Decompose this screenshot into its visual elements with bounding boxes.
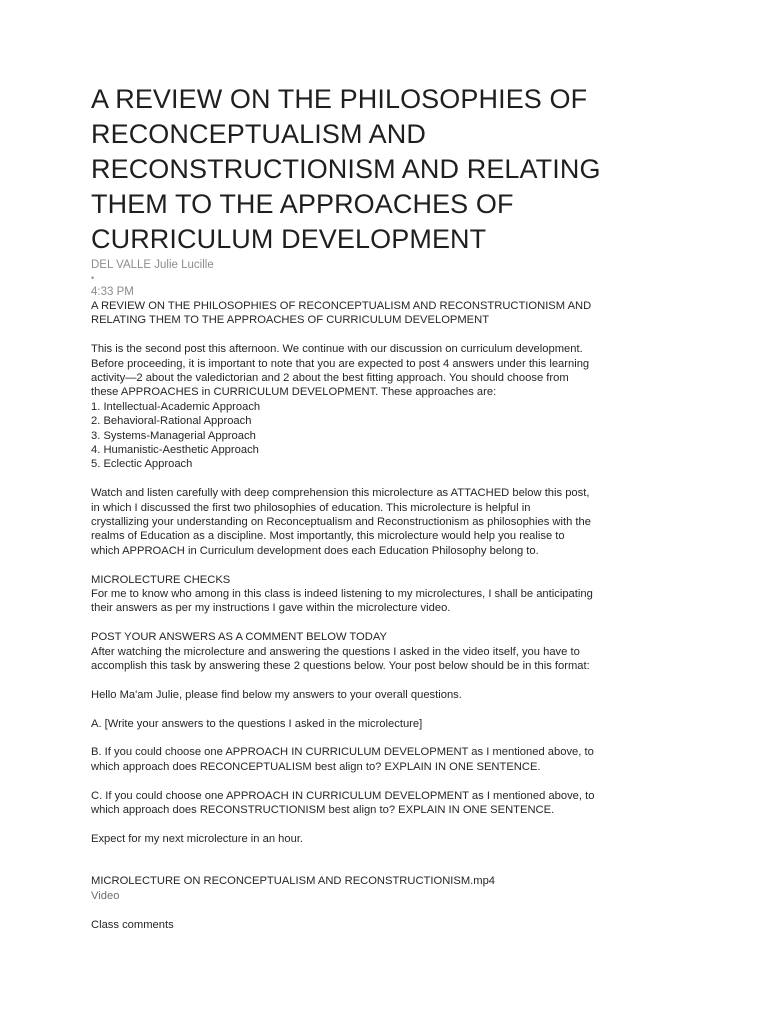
approach-item: 3. Systems-Managerial Approach [91,429,256,442]
checks-line: their answers as per my instructions I gave within the microlecture video. [91,602,451,615]
closing-line: Expect for my next microlecture in an hour. [91,832,304,845]
item-b-line: B. If you could choose one APPROACH IN CURRICULUM DEVELOPMENT as I mentioned above, to [91,746,594,759]
item-a: A. [Write your answers to the questions I asked in the microlecture] [91,717,423,730]
approach-item: 2. Behavioral-Rational Approach [91,415,252,428]
post-title-line: A REVIEW ON THE PHILOSOPHIES OF [91,84,588,114]
post-title-line: THEM TO THE APPROACHES OF [91,189,514,219]
checks-heading: MICROLECTURE CHECKS [91,573,231,586]
watch-line: crystallizing your understanding on Reconceptualism and Reconstructionism as philosophies with the [91,516,591,529]
post-body [91,299,708,932]
checks-line: For me to know who among in this class is indeed listening to my microlectures, I shall be anticipating [91,588,593,601]
post-answers-heading: POST YOUR ANSWERS AS A COMMENT BELOW TODAY [91,631,387,644]
post-answers-line: accomplish this task by answering these 2 questions below. Your post below should be in this format: [91,660,590,673]
intro-line: This is the second post this afternoon. We continue with our discussion on curriculum development. [91,343,583,356]
intro-line: activity—2 about the valedictorian and 2 about the best fitting approach. You should choose from [91,372,569,385]
class-comments-label[interactable]: Class comments [91,918,174,931]
post-answers-line: After watching the microlecture and answering the questions I asked in the video itself, you have to [91,645,580,658]
body-subtitle-line: A REVIEW ON THE PHILOSOPHIES OF RECONCEPTUALISM AND RECONSTRUCTIONISM AND [91,300,592,312]
post-title [91,82,708,257]
intro-line: these APPROACHES in CURRICULUM DEVELOPMENT. These approaches are: [91,386,497,399]
meta-separator: • [91,273,95,283]
video-attachment[interactable] [91,874,708,903]
approach-item: 5. Eclectic Approach [91,458,193,471]
attachment-type-label: Video [91,889,120,902]
watch-line: Watch and listen carefully with deep comprehension this microlecture as ATTACHED below this post, [91,487,590,500]
post-title-line: CURRICULUM DEVELOPMENT [91,224,487,254]
greeting-line: Hello Ma'am Julie, please find below my answers to your overall questions. [91,688,462,701]
post-author[interactable]: DEL VALLE Julie Lucille [91,259,214,271]
post-time: 4:33 PM [91,286,134,298]
post-title-line: RECONSTRUCTIONISM AND RELATING [91,154,601,184]
post-title-line: RECONCEPTUALISM AND [91,119,426,149]
item-b-line: which approach does RECONCEPTUALISM best align to? EXPLAIN IN ONE SENTENCE. [91,760,541,773]
attachment-file-name[interactable]: MICROLECTURE ON RECONCEPTUALISM AND RECONSTRUCTIONISM.mp4 [91,875,496,888]
watch-line: in which I discussed the first two philosophies of education. This microlecture is helpful in [91,501,531,514]
watch-line: which APPROACH in Curriculum development does each Education Philosophy belong to. [91,544,539,557]
approach-item: 4. Humanistic-Aesthetic Approach [91,444,259,457]
item-c-line: C. If you could choose one APPROACH IN CURRICULUM DEVELOPMENT as I mentioned above, to [91,789,595,802]
body-subtitle-line: RELATING THEM TO THE APPROACHES OF CURRICULUM DEVELOPMENT [91,314,490,327]
intro-line: Before proceeding, it is important to note that you are expected to post 4 answers under this learning [91,357,590,370]
approach-item: 1. Intellectual-Academic Approach [91,400,261,413]
item-c-line: which approach does RECONSTRUCTIONISM best align to? EXPLAIN IN ONE SENTENCE. [91,804,555,817]
watch-line: realms of Education as a discipline. Most importantly, this microlecture would help you realise to [91,530,565,543]
